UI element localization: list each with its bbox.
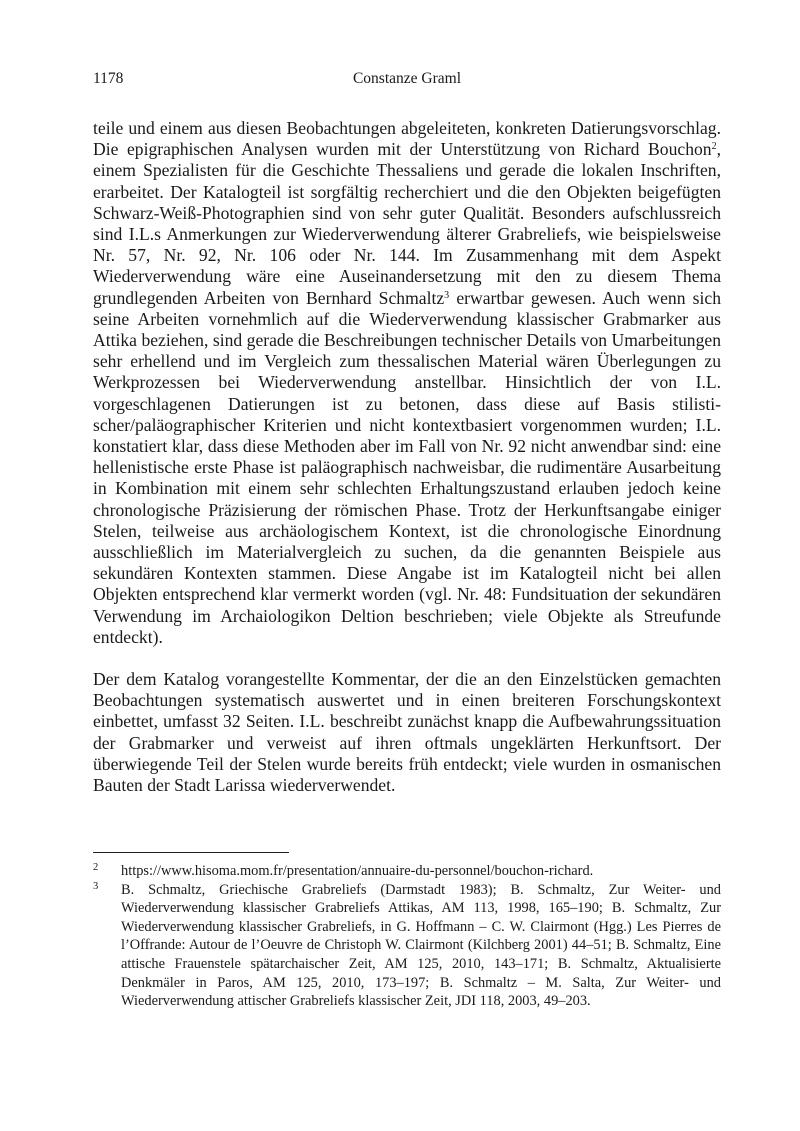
running-title: Constanze Graml bbox=[352, 70, 462, 87]
running-head bbox=[93, 70, 721, 92]
footnote-text: B. Schmaltz, Griechische Grabreliefs (Darmstadt 1983); B. Schmaltz, Zur Weiter- und Wiederverwendung klassischer Grabreliefs Attikas, AM 113, 1998, 165–190; B. Schmaltz, Zur Wiederverwendung klassischer Grabreliefs, in G. Hoffmann – C. W. Clairmont (Hgg.) Les Pierres de l’Offrande: Autour de l’Oeuvre de Christoph W. Clairmont (Kilchberg 2001) 44–51; B. Schmaltz, Eine attische Frauenstele spätarchaischer Zeit, AM 125, 2010, 143–171; B. Schmaltz, Aktualisierte Denkmäler in Paros, AM 125, 2010, 173–197; B. Schmaltz – M. Salta, Zur Weiter- und Wiederverwendung attischer Grabreliefs klassischer Zeit, JDI 118, 2003, 49–203. bbox=[121, 881, 721, 1010]
footnote-number: 3 bbox=[93, 880, 99, 892]
footnote-ref-2[interactable]: 2 bbox=[711, 141, 717, 153]
text-segment: , einem Spezialisten für die Geschichte Thessaliens und gerade die lokalen Inschriften, erarbeitet. Der Katalogteil ist sorgfältig recherchiert und die den Objekten beigefügten Schwarz-Weiß-Photographien sind von sehr guter Qualität. Besonders aufschlussreich sind I.L.s Anmerkungen zur Wiederverwendung älterer Grabreliefs, wie beispielsweise Nr. 57, Nr. 92, Nr. 106 oder Nr. 144. Im Zusammenhang mit dem Aspekt Wiederverwendung wäre eine Auseinandersetzung mit den zu diesem Thema grundlegenden Arbeiten von Bernhard Schmaltz bbox=[93, 139, 721, 308]
footnote-number: 2 bbox=[93, 862, 99, 873]
footnote-3 bbox=[93, 881, 721, 1011]
footnote-text: https://www.hisoma.mom.fr/presentation/annuaire-du-personnel/bouchon-richard. bbox=[121, 863, 594, 879]
text-segment: teile und einem aus diesen Beobachtungen abgeleiteten, konkreten Datierungsvorschlag. Die epigraphischen Analysen wurden mit der Unterstützung von Richard Bouchon bbox=[93, 118, 721, 160]
text-segment: Der dem Katalog vorangestellte Kommentar, der die an den Einzelstücken gemachten Beobachtungen systematisch auswertet und in einen breiteren Forschungskontext einbettet, umfasst 32 Seiten. I.L. beschreibt zunächst knapp die Aufbewahrungssituation der Grabmarker und verweist auf ihren oftmals ungeklärten Herkunftsort. Der überwiegende Teil der Stelen wurde bereits früh entdeckt; viele wurden in osmanischen Bauten der Stadt Larissa wiederverwendet. bbox=[93, 669, 721, 796]
footnote-2 bbox=[93, 862, 721, 881]
page-number: 1178 bbox=[93, 70, 124, 87]
footnote-separator bbox=[93, 852, 289, 853]
text-segment: erwartbar gewesen. Auch wenn sich seine Arbeiten vornehmlich auf die Wiederverwendung klassischer Grabmarker aus Attika beziehen, sind gerade die Beschreibungen technischer Details von Umarbeitungen sehr erhellend und im Vergleich zum thessalischen Material wären Überlegungen zu Werkprozessen bei Wiederverwendung anstellbar. Hinsichtlich der von I.L. vorgeschlagenen Datierungen ist zu betonen, dass diese auf Basis stilistischer/paläographischer Kriterien und nicht kontextbasiert vorgenommen wurden; I.L. konstatiert klar, dass diese Methoden aber im Fall von Nr. 92 nicht anwendbar sind: eine hellenistische erste Phase ist paläographisch nachweisbar, die rudimentäre Ausarbeitung in Kombination mit einem sehr schlechten Erhaltungszustand erlauben jedoch keine chronologische Präzisierung der römischen Phase. Trotz der Herkunftsangabe einiger Stelen, teilweise aus archäologischem Kontext, ist die chronologische Einordnung ausschließlich im Materialvergleich zu suchen, da die genannten Beispiele aus sekundären Kontexten stammen. Diese Angabe ist im Katalogteil nicht bei allen Objekten entsprechend klar vermerkt worden (vgl. Nr. 48: Fundsituation der sekundären Verwendung im Archaiologikon Deltion beschrieben; viele Objekte als Streufunde entdeckt). bbox=[93, 287, 722, 647]
body-text bbox=[93, 118, 721, 796]
footnotes bbox=[93, 862, 721, 1011]
footnote-ref-3[interactable]: 3 bbox=[444, 289, 450, 301]
paragraph-2 bbox=[93, 669, 721, 796]
paragraph-1 bbox=[93, 118, 721, 648]
